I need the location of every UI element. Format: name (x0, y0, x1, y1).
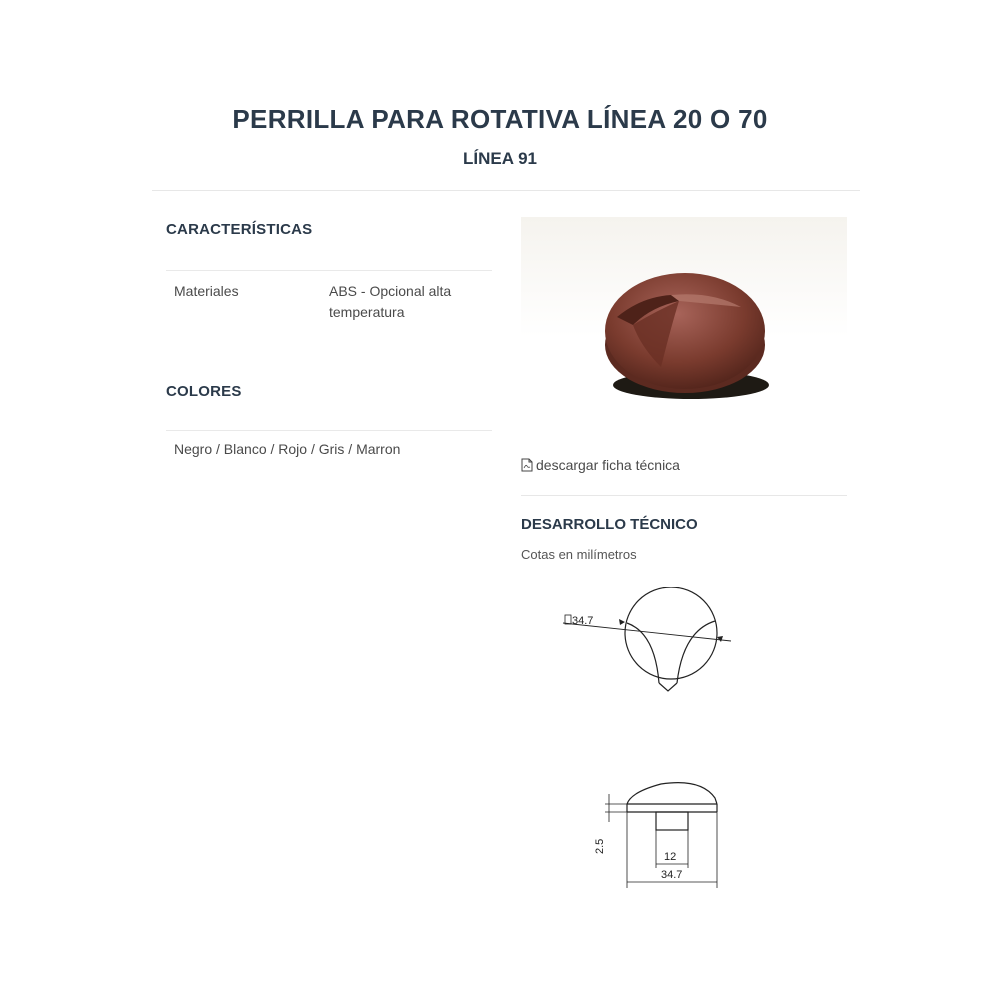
download-datasheet-link[interactable] (521, 457, 847, 473)
units-note: Cotas en milímetros (521, 547, 637, 562)
page-title: PERRILLA PARA ROTATIVA LÍNEA 20 O 70 (232, 104, 768, 134)
spec-value: ABS - Opcional alta temperatura (329, 283, 452, 320)
characteristics-title: CARACTERÍSTICAS (166, 221, 313, 238)
product-photo (521, 217, 847, 417)
header-divider (152, 190, 860, 191)
colors-value: Negro / Blanco / Rojo / Gris / Marron (166, 430, 492, 457)
page-header (0, 104, 1000, 169)
media-column (521, 217, 847, 881)
height-label: 2.5 (594, 838, 606, 854)
spec-row-materials (166, 270, 492, 323)
page-subtitle: LÍNEA 91 (462, 149, 537, 168)
specs-column (166, 221, 492, 457)
inner-width-label: 12 (664, 851, 677, 863)
spec-label: Materiales (174, 283, 239, 299)
section-divider (521, 495, 847, 496)
outer-width-label: 34.7 (661, 869, 683, 881)
top-view-drawing (559, 587, 739, 697)
colors-title: COLORES (166, 383, 242, 400)
download-label: descargar ficha técnica (536, 457, 680, 473)
knob-image (521, 217, 847, 417)
diameter-label: 34.7 (572, 615, 594, 627)
technical-title: DESARROLLO TÉCNICO (521, 516, 698, 533)
pdf-file-icon (521, 458, 533, 472)
side-view-drawing (591, 772, 751, 892)
